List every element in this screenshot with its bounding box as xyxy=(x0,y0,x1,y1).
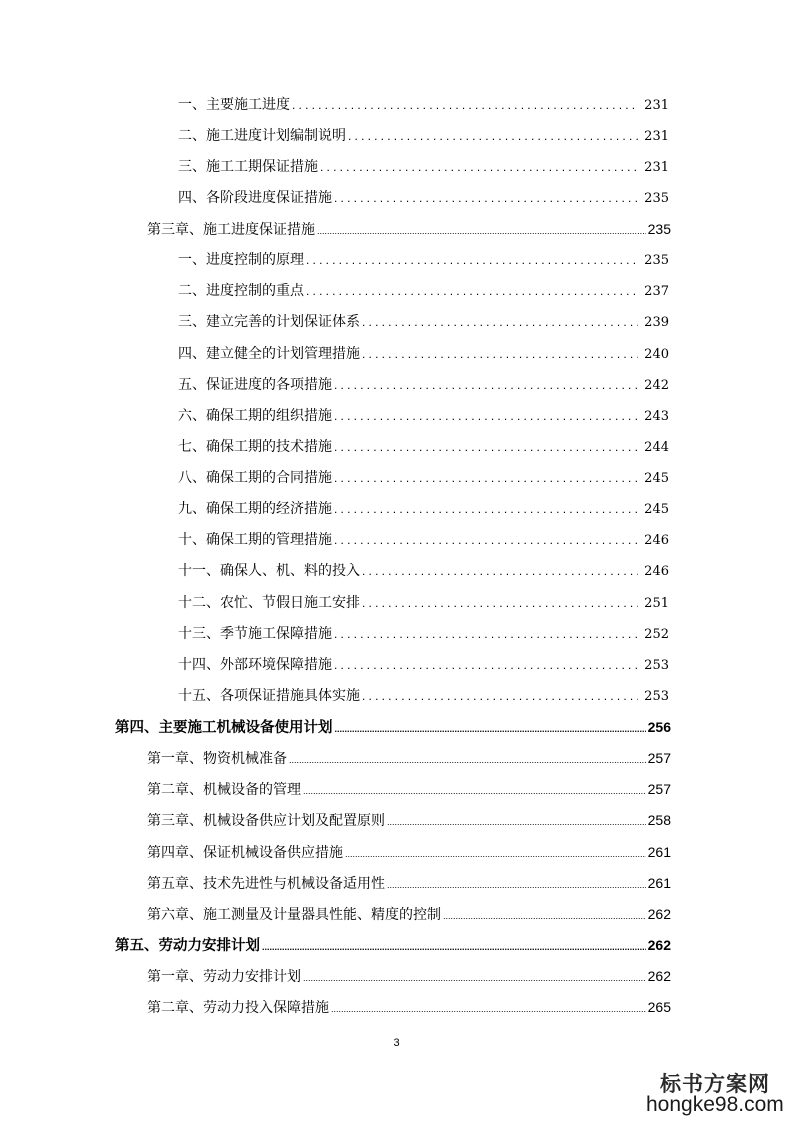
toc-entry-page: 251 xyxy=(644,596,669,611)
dot-leader xyxy=(306,279,638,303)
dot-leader xyxy=(303,779,646,803)
toc-entry-label: 二、施工进度计划编制说明 xyxy=(178,128,346,144)
toc-entry-label: 十、确保工期的管理措施 xyxy=(178,532,332,548)
dot-leader xyxy=(334,528,638,552)
dot-leader xyxy=(331,997,646,1021)
toc-entry-label: 十三、季节施工保障措施 xyxy=(178,626,332,642)
toc-entry[interactable] xyxy=(178,528,669,552)
toc-entry-page: 253 xyxy=(644,689,669,704)
dot-leader xyxy=(334,622,638,646)
toc-entry-page: 261 xyxy=(647,875,671,891)
toc-entry-page: 237 xyxy=(644,284,669,299)
toc-entry-label: 第四章、保证机械设备供应措施 xyxy=(147,845,343,861)
toc-entry-label: 九、确保工期的经济措施 xyxy=(178,501,332,517)
toc-entry-label: 三、施工工期保证措施 xyxy=(178,159,318,175)
toc-entry-label: 第二章、劳动力投入保障措施 xyxy=(147,1000,329,1016)
toc-entry-page: 235 xyxy=(644,253,669,268)
dot-leader xyxy=(387,810,646,834)
toc-entry-label: 第三章、施工进度保证措施 xyxy=(147,222,315,238)
dot-leader xyxy=(362,559,638,583)
toc-entry[interactable] xyxy=(178,124,669,148)
toc-entry[interactable] xyxy=(178,279,669,303)
toc-entry-label: 第一章、劳动力安排计划 xyxy=(147,969,301,985)
dot-leader xyxy=(334,466,638,490)
toc-entry[interactable] xyxy=(178,93,669,117)
toc-entry-page: 258 xyxy=(647,812,671,828)
dot-leader xyxy=(362,310,638,334)
dot-leader xyxy=(303,966,646,990)
toc-entry-page: 231 xyxy=(644,129,669,144)
toc-entry[interactable] xyxy=(147,995,671,1019)
toc-entry-label: 第五、劳动力安排计划 xyxy=(115,937,260,954)
toc-entry[interactable] xyxy=(115,933,671,957)
toc-entry-page: 239 xyxy=(644,315,669,330)
toc-entry[interactable] xyxy=(147,840,671,864)
toc-entry-page: 243 xyxy=(644,409,669,424)
dot-leader xyxy=(362,591,638,615)
dot-leader xyxy=(362,342,638,366)
toc-entry-page: 262 xyxy=(647,906,671,922)
toc-entry-label: 第二章、机械设备的管理 xyxy=(147,782,301,798)
toc-entry-page: 256 xyxy=(647,719,671,735)
toc-entry-page: 252 xyxy=(644,627,669,642)
dot-leader xyxy=(443,904,646,928)
dot-leader xyxy=(262,935,646,959)
toc-entry-label: 第五章、技术先进性与机械设备适用性 xyxy=(147,876,385,892)
toc-entry-label: 一、进度控制的原理 xyxy=(178,252,304,268)
toc-entry[interactable] xyxy=(178,155,669,179)
toc-entry[interactable] xyxy=(147,746,671,770)
toc-entry[interactable] xyxy=(178,653,669,677)
toc-entry[interactable] xyxy=(178,466,669,490)
toc-entry-page: 245 xyxy=(644,502,669,517)
toc-entry[interactable] xyxy=(178,310,669,334)
toc-entry-label: 七、确保工期的技术措施 xyxy=(178,439,332,455)
dot-leader xyxy=(335,717,646,741)
watermark-url: hongke98.com xyxy=(646,1093,784,1116)
dot-leader xyxy=(348,124,638,148)
toc-entry-page: 246 xyxy=(644,533,669,548)
toc-entry-label: 第四、主要施工机械设备使用计划 xyxy=(115,719,333,736)
toc-entry-label: 十五、各项保证措施具体实施 xyxy=(178,688,360,704)
toc-entry-label: 三、建立完善的计划保证体系 xyxy=(178,314,360,330)
toc-entry-label: 一、主要施工进度 xyxy=(178,97,290,113)
dot-leader xyxy=(334,404,638,428)
watermark-site-name: 标书方案网 xyxy=(660,1071,770,1096)
toc-entry-page: 235 xyxy=(644,191,669,206)
toc-entry-label: 四、建立健全的计划管理措施 xyxy=(178,346,360,362)
dot-leader xyxy=(289,748,646,772)
toc-entry-label: 第一章、物资机械准备 xyxy=(147,751,287,767)
toc-entry-label: 十二、农忙、节假日施工安排 xyxy=(178,595,360,611)
toc-entry-page: 242 xyxy=(644,378,669,393)
dot-leader xyxy=(334,186,638,210)
dot-leader xyxy=(320,155,638,179)
toc-entry-label: 第六章、施工测量及计量器具性能、精度的控制 xyxy=(147,907,441,923)
dot-leader xyxy=(292,93,638,117)
dot-leader xyxy=(317,219,646,243)
toc-entry-page: 244 xyxy=(644,440,669,455)
toc-entry[interactable] xyxy=(178,186,669,210)
toc-entry[interactable] xyxy=(178,342,669,366)
dot-leader xyxy=(362,684,638,708)
toc-entry[interactable] xyxy=(147,808,671,832)
toc-entry[interactable] xyxy=(178,622,669,646)
page-number: 3 xyxy=(393,1037,400,1049)
dot-leader xyxy=(387,873,646,897)
toc-entry-page: 257 xyxy=(647,750,671,766)
dot-leader xyxy=(334,653,638,677)
dot-leader xyxy=(334,497,638,521)
toc-entry[interactable] xyxy=(147,902,671,926)
toc-entry-page: 253 xyxy=(644,658,669,673)
toc-entry-label: 五、保证进度的各项措施 xyxy=(178,377,332,393)
toc-entry[interactable] xyxy=(178,373,669,397)
toc-entry[interactable] xyxy=(115,715,671,739)
toc-entry[interactable] xyxy=(147,964,671,988)
toc-entry[interactable] xyxy=(147,777,671,801)
toc-entry[interactable] xyxy=(147,217,671,241)
toc-entry-page: 262 xyxy=(647,937,671,953)
toc-entry-page: 240 xyxy=(644,347,669,362)
toc-entry-label: 十四、外部环境保障措施 xyxy=(178,657,332,673)
toc-entry[interactable] xyxy=(147,871,671,895)
toc-entry-page: 261 xyxy=(647,844,671,860)
toc-entry[interactable] xyxy=(178,248,669,272)
toc-entry-page: 235 xyxy=(647,221,671,237)
dot-leader xyxy=(334,373,638,397)
dot-leader xyxy=(306,248,638,272)
toc-entry[interactable] xyxy=(178,591,669,615)
toc-entry[interactable] xyxy=(178,559,669,583)
toc-entry-page: 245 xyxy=(644,471,669,486)
toc-entry[interactable] xyxy=(178,404,669,428)
dot-leader xyxy=(345,842,646,866)
toc-entry-label: 十一、确保人、机、料的投入 xyxy=(178,563,360,579)
toc-entry-label: 二、进度控制的重点 xyxy=(178,283,304,299)
toc-entry-page: 246 xyxy=(644,564,669,579)
toc-entry-page: 265 xyxy=(647,999,671,1015)
toc-entry[interactable] xyxy=(178,684,669,708)
toc-entry-page: 257 xyxy=(647,781,671,797)
toc-entry-page: 262 xyxy=(647,968,671,984)
toc-entry-page: 231 xyxy=(644,98,669,113)
toc-entry-label: 八、确保工期的合同措施 xyxy=(178,470,332,486)
toc-entry-label: 六、确保工期的组织措施 xyxy=(178,408,332,424)
toc-entry[interactable] xyxy=(178,497,669,521)
toc-entry-label: 四、各阶段进度保证措施 xyxy=(178,190,332,206)
toc-entry-label: 第三章、机械设备供应计划及配置原则 xyxy=(147,813,385,829)
dot-leader xyxy=(334,435,638,459)
toc-entry-page: 231 xyxy=(644,160,669,175)
toc-entry[interactable] xyxy=(178,435,669,459)
